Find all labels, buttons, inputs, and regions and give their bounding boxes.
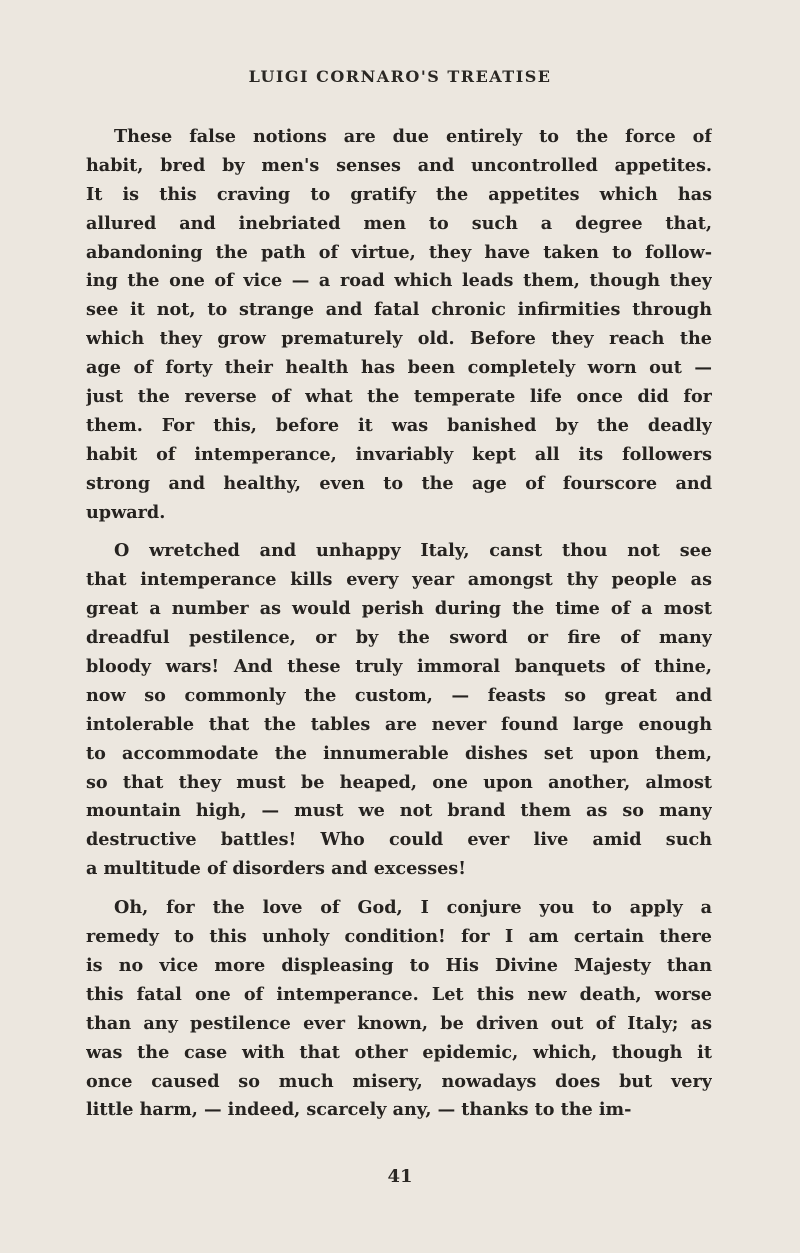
text-line: allured and inebriated men to such a degree that,: [86, 212, 712, 234]
text-line: O wretched and unhappy Italy, canst thou not see: [114, 540, 712, 562]
paragraph-2: [86, 537, 712, 884]
running-head: LUIGI CORNARO'S TREATISE: [248, 67, 552, 86]
text-line: dreadful pestilence, or by the sword or fire of many: [86, 627, 712, 649]
text-line: upward.: [86, 501, 166, 523]
text-line: which they grow prematurely old. Before they reach the: [86, 328, 712, 350]
text-line: now so commonly the custom, — feasts so great and: [86, 684, 712, 706]
text-line: habit of intemperance, invariably kept all its followers: [86, 443, 712, 465]
text-line: strong and healthy, even to the age of fourscore and: [86, 472, 712, 494]
text-line: than any pestilence ever known, be driven out of Italy; as: [86, 1012, 712, 1034]
text-line: a multitude of disorders and excesses!: [86, 858, 466, 880]
text-line: ing the one of vice — a road which leads them, though they: [86, 270, 712, 292]
paragraph-3: [86, 894, 712, 1125]
text-line: this fatal one of intemperance. Let this new death, worse: [86, 983, 712, 1005]
text-line: little harm, — indeed, scarcely any, — thanks to the im-: [86, 1099, 632, 1121]
text-line: just the reverse of what the temperate life once did for: [86, 386, 712, 408]
text-line: habit, bred by men's senses and uncontrolled appetites.: [86, 154, 712, 176]
text-line: Oh, for the love of God, I conjure you to apply a: [114, 897, 712, 919]
text-line: is no vice more displeasing to His Divine Majesty than: [86, 954, 712, 976]
body-text: [86, 123, 712, 1125]
text-line: It is this craving to gratify the appetites which has: [86, 183, 712, 205]
text-line: abandoning the path of virtue, they have taken to follow-: [86, 241, 712, 263]
text-line: bloody wars! And these truly immoral banquets of thine,: [86, 656, 712, 678]
text-line: destructive battles! Who could ever live amid such: [86, 829, 712, 851]
text-line: so that they must be heaped, one upon another, almost: [86, 771, 712, 793]
text-line: mountain high, — must we not brand them as so many: [86, 800, 712, 822]
text-line: great a number as would perish during the time of a most: [86, 598, 712, 620]
text-line: see it not, to strange and fatal chronic infirmities through: [86, 299, 712, 321]
text-line: to accommodate the innumerable dishes set upon them,: [86, 742, 712, 764]
text-line: that intemperance kills every year amongst thy people as: [86, 569, 712, 591]
page-number: 41: [387, 1166, 413, 1187]
text-line: intolerable that the tables are never found large enough: [86, 713, 712, 735]
text-line: them. For this, before it was banished by the deadly: [86, 414, 712, 436]
text-line: was the case with that other epidemic, which, though it: [86, 1041, 712, 1063]
text-line: age of forty their health has been completely worn out —: [86, 357, 712, 379]
paragraph-1: [86, 123, 712, 527]
text-line: These false notions are due entirely to the force of: [114, 126, 712, 147]
text-line: once caused so much misery, nowadays does but very: [86, 1070, 712, 1092]
text-line: remedy to this unholy condition! for I am certain there: [86, 926, 712, 948]
